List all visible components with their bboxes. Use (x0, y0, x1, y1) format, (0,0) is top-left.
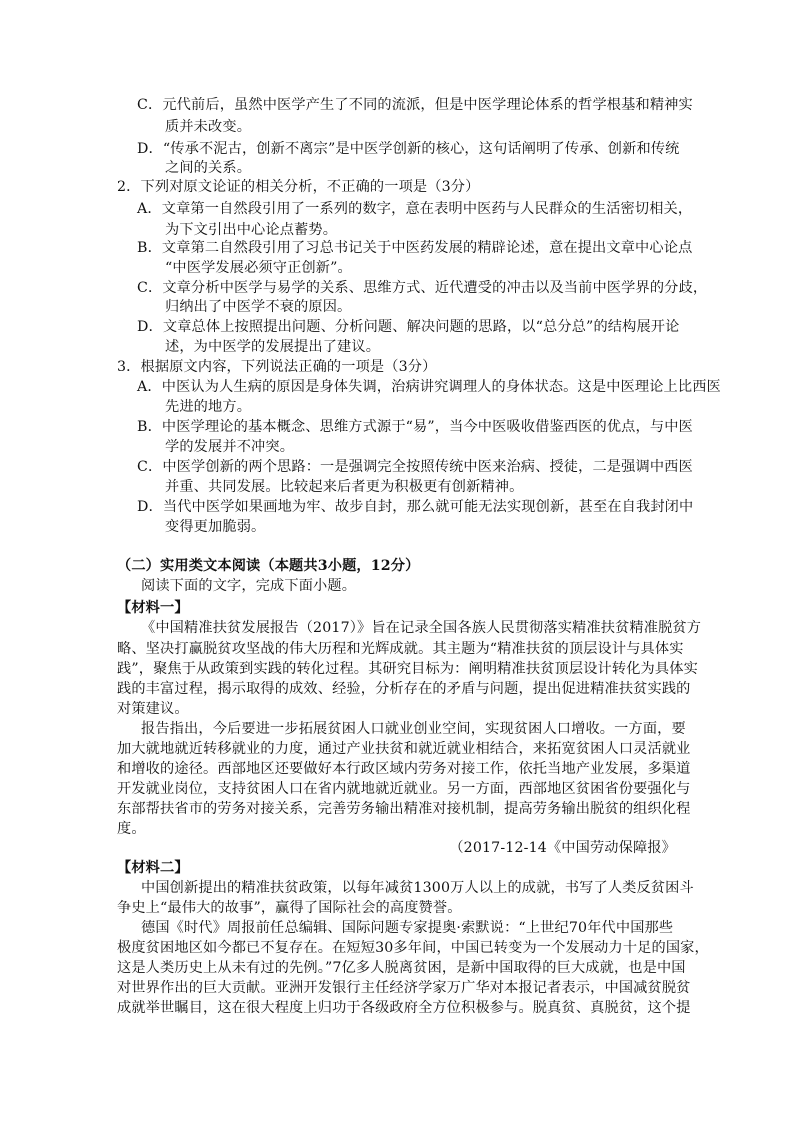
q2-option-b-line1: B．文章第二自然段引用了习总书记关于中医药发展的精辟论述，意在提出文章中心论点 (137, 240, 693, 256)
q2-stem: 2．下列对原文论证的相关分析，不正确的一项是（3分） (117, 179, 480, 195)
material-1-para2-line4: 开发就业岗位，支持贫困人口在省内就地就近就业。另一方面，西部地区贫困省份要强化与 (117, 781, 691, 797)
q3-option-a-line1: A．中医认为人生病的原因是身体失调，治病讲究调理人的身体状态。这是中医理论上比西医 (137, 379, 721, 395)
q2-option-d-line1: D．文章总体上按照提出问题、分析问题、解决问题的思路，以“总分总”的结构展开论 (137, 319, 680, 335)
q2-option-d-line2: 述，为中医学的发展提出了建议。 (165, 339, 381, 355)
q1-option-c-line2: 质并未改变。 (165, 119, 252, 135)
q3-option-b-line2: 学的发展并不冲突。 (165, 439, 295, 455)
material-1-para1-line5: 对策建议。 (117, 701, 189, 717)
material-1-label: 【材料一】 (117, 600, 189, 616)
q1-option-d-line2: 之间的关系。 (165, 160, 252, 176)
material-2-para2-line5: 成就举世瞩目，这在很大程度上归功于各级政府全方位积极参与。脱真贫、真脱贫，这个提 (117, 1000, 691, 1016)
q2-option-c-line1: C．文章分析中医学与易学的关系、思维方式、近代遭受的冲击以及当前中医学界的分歧， (137, 280, 708, 296)
material-1-para2-line6: 度。 (117, 821, 146, 837)
q3-option-a-line2: 先进的地方。 (165, 399, 252, 415)
material-2-para1-line1: 中国创新提出的精准扶贫政策，以每年减贫1300万人以上的成就，书写了人类反贫困斗 (141, 880, 694, 896)
q1-option-c-line1: C．元代前后，虽然中医学产生了不同的流派，但是中医学理论体系的哲学根基和精神实 (137, 97, 693, 113)
material-2-para2-line3: 这是人类历史上从未有过的先例。”7亿多人脱离贫困，是新中国取得的巨大成就，也是中国 (117, 960, 686, 976)
q3-option-d-line2: 变得更加脆弱。 (165, 519, 266, 535)
material-1-para2-line1: 报告指出，今后要进一步拓展贫困人口就业创业空间，实现贫困人口增收。一方面，要 (141, 721, 686, 737)
material-1-para1-line2: 略、坚决打赢脱贫攻坚战的伟大历程和光辉成就。其主题为“精准扶贫的顶层设计与具体实 (117, 641, 684, 657)
material-2-para1-line2: 争史上“最伟大的故事”，赢得了国际社会的高度赞誉。 (117, 900, 462, 916)
section-instruction: 阅读下面的文字，完成下面小题。 (141, 578, 357, 594)
q3-option-c-line1: C．中医学创新的两个思路：一是强调完全按照传统中医来治病、授徒，二是强调中西医 (137, 459, 693, 475)
q3-option-d-line1: D．当代中医学如果画地为牢、故步自封，那么就可能无法实现创新，甚至在自我封闭中 (137, 499, 694, 515)
material-2-para2-line4: 对世界作出的巨大贡献。亚洲开发银行主任经济学家万广华对本报记者表示，中国减贫脱贫 (117, 980, 691, 996)
material-1-para1-line1: 《中国精准扶贫发展报告（2017）》旨在记录全国各族人民贯彻落实精准扶贫精准脱贫方 (141, 620, 702, 636)
q3-option-c-line2: 并重、共同发展。比较起来后者更为积极更有创新精神。 (165, 479, 524, 495)
section-title: （二）实用类文本阅读（本题共3小题，12分） (117, 558, 420, 574)
material-2-para2-line2: 极度贫困地区如今都已不复存在。在短短30多年间，中国已转变为一个发展动力十足的国家， (117, 940, 709, 956)
q3-stem: 3．根据原文内容，下列说法正确的一项是（3分） (117, 359, 437, 375)
q2-option-c-line2: 归纳出了中医学不衰的原因。 (165, 299, 352, 315)
q2-option-a-line1: A．文章第一自然段引用了一系列的数字，意在表明中医药与人民群众的生活密切相关， (137, 201, 693, 217)
material-1-para2-line2: 加大就地就近转移就业的力度，通过产业扶贫和就近就业相结合，来拓宽贫困人口灵活就业 (117, 741, 691, 757)
material-1-para1-line3: 践”，聚焦于从政策到实践的转化过程。其研究目标为：阐明精准扶贫顶层设计转化为具体实 (117, 661, 698, 677)
q1-option-d-line1: D．“传承不泥古，创新不离宗”是中医学创新的核心，这句话阐明了传承、创新和传统 (137, 141, 680, 157)
material-2-para2-line1: 德国《时代》周报前任总编辑、国际问题专家提奥·索默说：“上世纪70年代中国那些 (141, 920, 674, 936)
q2-option-b-line2: “中医学发展必须守正创新”。 (165, 260, 352, 276)
material-1-para2-line3: 和增收的途径。西部地区还要做好本行政区域内劳务对接工作，依托当地产业发展，多渠道 (117, 761, 691, 777)
q2-option-a-line2: 为下文引出中心论点蓄势。 (165, 222, 338, 238)
material-1-para2-line5: 东部帮扶省市的劳务对接关系，完善劳务输出精准对接机制，提高劳务输出脱贫的组织化程 (117, 801, 691, 817)
material-1-para1-line4: 践的丰富过程，揭示取得的成效、经验，分析存在的矛盾与问题，提出促进精准扶贫实践的 (117, 681, 691, 697)
material-2-label: 【材料二】 (117, 860, 189, 876)
material-1-source: （2017-12-14《中国劳动保障报》 (449, 840, 676, 856)
q3-option-b-line1: B．中医学理论的基本概念、思维方式源于“易”，当今中医吸收借鉴西医的优点，与中医 (137, 419, 693, 435)
